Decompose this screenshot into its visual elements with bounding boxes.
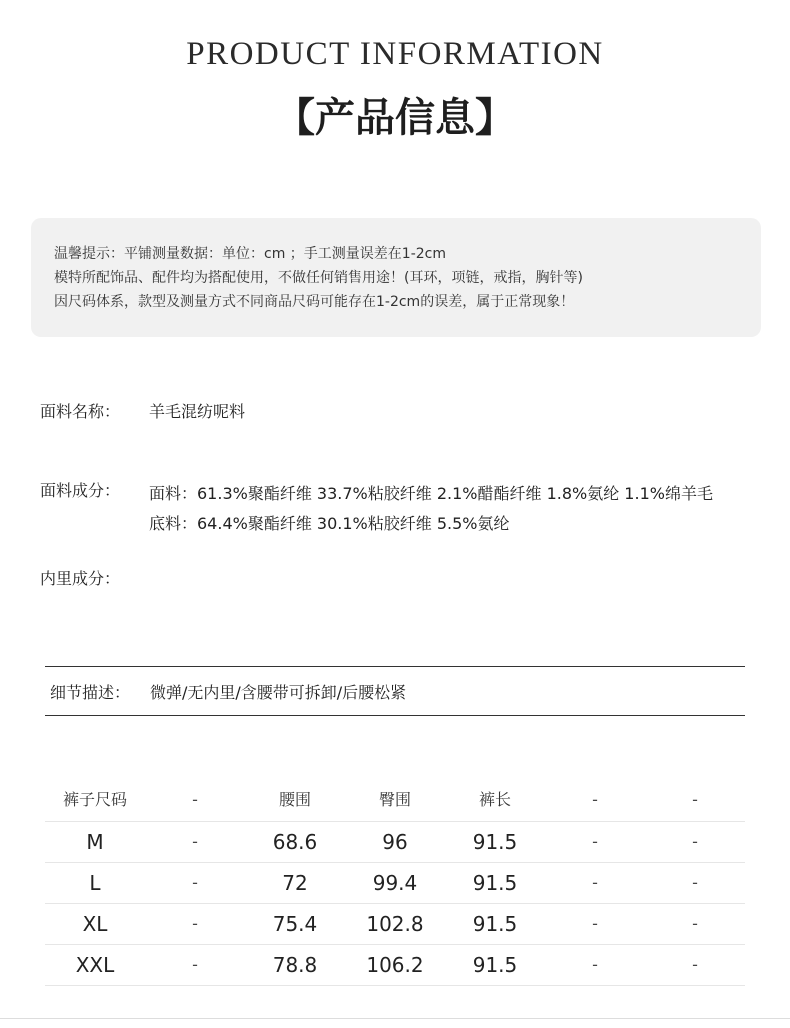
hip-cell: 96 bbox=[382, 830, 408, 854]
details-label: 细节描述： bbox=[50, 683, 131, 702]
fabric-composition-label: 面料成分： bbox=[40, 481, 121, 500]
title-english: PRODUCT INFORMATION bbox=[186, 36, 604, 72]
length-cell: 91.5 bbox=[472, 912, 518, 936]
length-cell: 91.5 bbox=[472, 830, 518, 854]
empty-cell: - bbox=[692, 832, 698, 851]
empty-cell: - bbox=[192, 873, 198, 892]
empty-cell: - bbox=[692, 873, 698, 892]
fabric-name-label: 面料名称： bbox=[40, 402, 121, 421]
empty-cell: - bbox=[592, 914, 598, 933]
fabric-composition-line: 底料：64.4%聚酯纤维 30.1%粘胶纤维 5.5%氨纶 bbox=[149, 514, 510, 533]
header-empty: - bbox=[692, 790, 698, 809]
empty-cell: - bbox=[592, 955, 598, 974]
waist-cell: 75.4 bbox=[272, 912, 318, 936]
hip-cell: 106.2 bbox=[366, 953, 424, 977]
size-cell: XL bbox=[82, 912, 108, 936]
header-empty: - bbox=[192, 790, 198, 809]
waist-cell: 78.8 bbox=[272, 953, 318, 977]
fabric-name-value: 羊毛混纺呢料 bbox=[149, 402, 246, 421]
header-length: 裤长 bbox=[478, 790, 511, 809]
page-bottom-divider bbox=[0, 1018, 790, 1019]
hip-cell: 99.4 bbox=[372, 871, 418, 895]
table-row bbox=[45, 904, 745, 945]
empty-cell: - bbox=[192, 914, 198, 933]
empty-cell: - bbox=[692, 955, 698, 974]
header-size: 裤子尺码 bbox=[62, 790, 127, 809]
notice-box bbox=[31, 218, 761, 337]
divider-top bbox=[45, 666, 745, 667]
empty-cell: - bbox=[692, 914, 698, 933]
fabric-composition-line: 面料：61.3%聚酯纤维 33.7%粘胶纤维 2.1%醋酯纤维 1.8%氨纶 1.1%绵羊毛 bbox=[149, 484, 713, 503]
size-table-header bbox=[45, 780, 745, 822]
notice-line: 温馨提示：平铺测量数据：单位：cm ；手工测量误差在1-2cm bbox=[54, 246, 446, 262]
details-row bbox=[50, 680, 406, 703]
header-waist: 腰围 bbox=[278, 790, 311, 809]
length-cell: 91.5 bbox=[472, 953, 518, 977]
notice-line: 模特所配饰品、配件均为搭配使用，不做任何销售用途！(耳环，项链，戒指，胸针等) bbox=[54, 270, 583, 286]
lining-composition-label: 内里成分： bbox=[40, 569, 121, 588]
header-empty: - bbox=[592, 790, 598, 809]
table-row bbox=[45, 863, 745, 904]
waist-cell: 68.6 bbox=[272, 830, 318, 854]
divider-bottom bbox=[45, 715, 745, 716]
size-table bbox=[45, 780, 745, 986]
notice-line: 因尺码体系，款型及测量方式不同商品尺码可能存在1-2cm的误差，属于正常现象！ bbox=[54, 294, 575, 310]
details-value: 微弹/无内里/含腰带可拆卸/后腰松紧 bbox=[150, 683, 407, 702]
hip-cell: 102.8 bbox=[366, 912, 424, 936]
fabric-composition-values bbox=[149, 479, 713, 539]
empty-cell: - bbox=[592, 832, 598, 851]
table-row bbox=[45, 822, 745, 863]
size-cell: XXL bbox=[75, 953, 115, 977]
size-cell: M bbox=[86, 830, 104, 854]
empty-cell: - bbox=[192, 832, 198, 851]
length-cell: 91.5 bbox=[472, 871, 518, 895]
table-row bbox=[45, 945, 745, 986]
title-chinese: 【产品信息】 bbox=[275, 94, 515, 141]
empty-cell: - bbox=[592, 873, 598, 892]
empty-cell: - bbox=[192, 955, 198, 974]
header-hip: 臀围 bbox=[378, 790, 411, 809]
waist-cell: 72 bbox=[282, 871, 308, 895]
size-cell: L bbox=[89, 871, 101, 895]
